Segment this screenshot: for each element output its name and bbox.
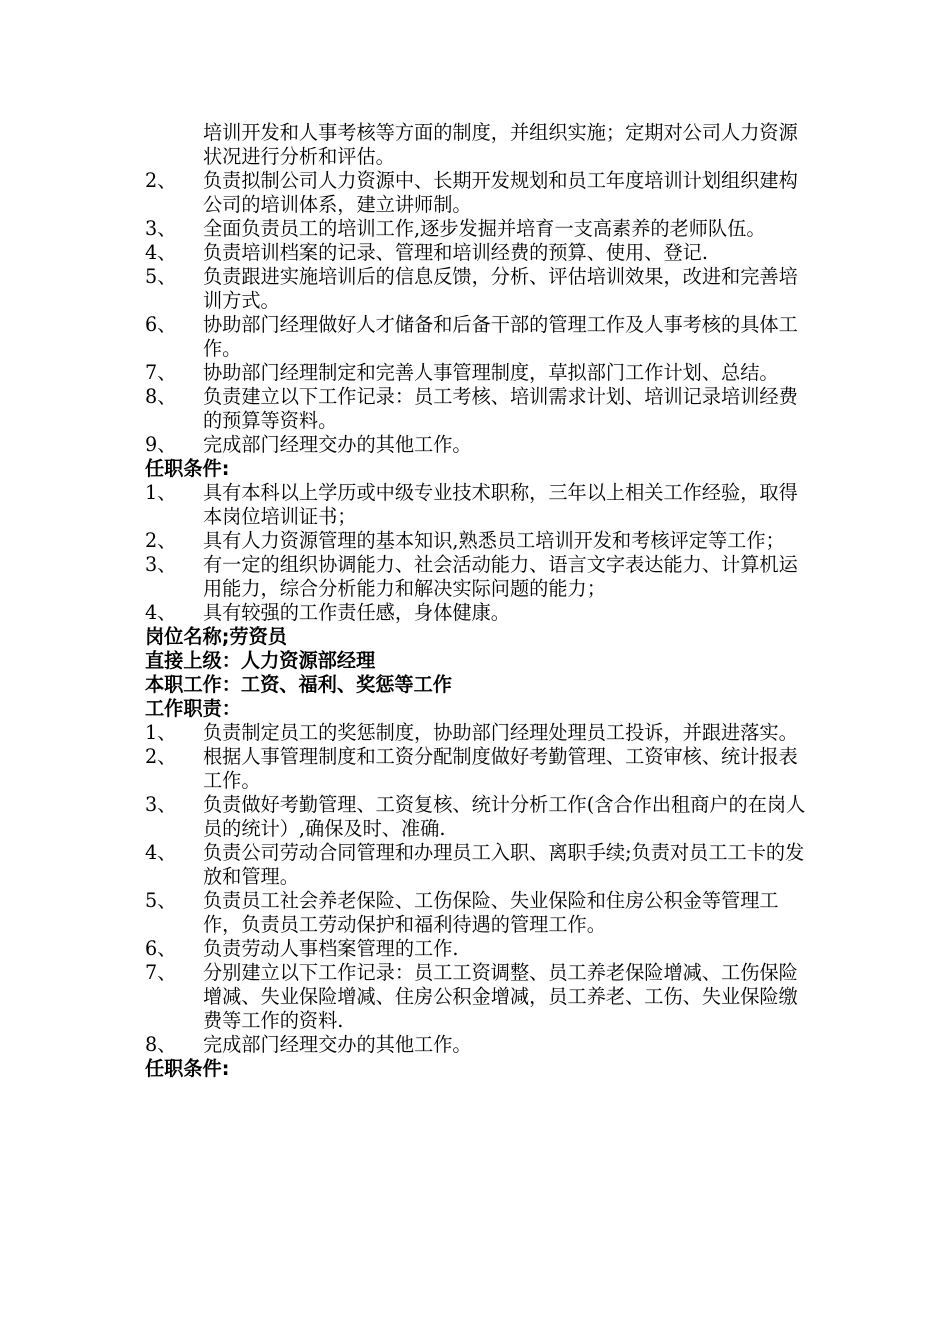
- list-item-number: 2、: [145, 745, 177, 768]
- list-item-number: 4、: [145, 841, 177, 864]
- list-item: [145, 1033, 815, 1057]
- list-item-number: 3、: [145, 553, 177, 576]
- list-item-text: 具有本科以上学历或中级专业技术职称，三年以上相关工作经验，取得本岗位培训证书；: [203, 481, 798, 528]
- list-item-number: 8、: [145, 385, 177, 408]
- list-item: [145, 745, 815, 793]
- list-item-number: 7、: [145, 961, 177, 984]
- list-item-number: 6、: [145, 937, 177, 960]
- list-item: [145, 385, 815, 433]
- list-item-number: 1、: [145, 481, 177, 504]
- list-item-text: 协助部门经理做好人才储备和后备干部的管理工作及人事考核的具体工作。: [203, 313, 798, 360]
- list-item-number: 2、: [145, 169, 177, 192]
- list-item-number: 8、: [145, 1033, 177, 1056]
- list-item: [145, 721, 815, 745]
- list-item-number: 2、: [145, 529, 177, 552]
- qualifications-list: [145, 481, 815, 625]
- responsibilities-list-part1: [145, 169, 815, 457]
- list-item-text: 负责做好考勤管理、工资复核、统计分析工作(含合作出租商户的在岗人员的统计）,确保及时、准确.: [203, 793, 806, 840]
- list-item: [145, 553, 815, 601]
- list-item-text: 负责培训档案的记录、管理和培训经费的预算、使用、登记.: [203, 241, 708, 264]
- duties-list: [145, 721, 815, 1057]
- main-work: 本职工作：工资、福利、奖惩等工作: [145, 673, 452, 696]
- list-item: [145, 361, 815, 385]
- list-item: [145, 481, 815, 529]
- list-item-number: 7、: [145, 361, 177, 384]
- list-item: [145, 961, 815, 1033]
- list-item: [145, 937, 815, 961]
- list-item-number: 1、: [145, 721, 177, 744]
- qualifications-heading-2: 任职条件:: [145, 1057, 230, 1080]
- list-item-text: 具有较强的工作责任感，身体健康。: [203, 601, 510, 624]
- list-item: [145, 217, 815, 241]
- list-item-text: 负责劳动人事档案管理的工作.: [203, 937, 459, 960]
- list-item-number: 9、: [145, 433, 177, 456]
- document-body: [145, 121, 815, 1081]
- list-item-text: 负责拟制公司人力资源中、长期开发规划和员工年度培训计划组织建构公司的培训体系，建立讲师制。: [203, 169, 798, 216]
- list-item-text: 全面负责员工的培训工作,逐步发掘并培育一支高素养的老师队伍。: [203, 217, 766, 240]
- qualifications-heading: 任职条件:: [145, 457, 230, 480]
- list-item-text: 负责制定员工的奖惩制度，协助部门经理处理员工投诉，并跟进落实。: [203, 721, 798, 744]
- post-name: 岗位名称;劳资员: [145, 625, 287, 648]
- list-item-text: 负责跟进实施培训后的信息反馈，分析、评估培训效果，改进和完善培训方式。: [203, 265, 798, 312]
- list-item-number: 5、: [145, 889, 177, 912]
- list-item: [145, 793, 815, 841]
- list-item-text: 负责公司劳动合同管理和办理员工入职、离职手续;负责对员工工卡的发放和管理。: [203, 841, 805, 888]
- list-item-number: 3、: [145, 793, 177, 816]
- continued-paragraph: 培训开发和人事考核等方面的制度，并组织实施；定期对公司人力资源状况进行分析和评估。: [203, 121, 798, 168]
- list-item-number: 5、: [145, 265, 177, 288]
- list-item: [145, 313, 815, 361]
- list-item-number: 4、: [145, 601, 177, 624]
- list-item-text: 完成部门经理交办的其他工作。: [203, 1033, 472, 1056]
- list-item: [145, 241, 815, 265]
- list-item-number: 6、: [145, 313, 177, 336]
- list-item: [145, 169, 815, 217]
- list-item-text: 负责建立以下工作记录：员工考核、培训需求计划、培训记录培训经费的预算等资料。: [203, 385, 798, 432]
- list-item-number: 4、: [145, 241, 177, 264]
- list-item-text: 完成部门经理交办的其他工作。: [203, 433, 472, 456]
- list-item: [145, 841, 815, 889]
- list-item-text: 负责员工社会养老保险、工伤保险、失业保险和住房公积金等管理工作，负责员工劳动保护和福利待遇的管理工作。: [203, 889, 779, 936]
- list-item: [145, 889, 815, 937]
- list-item-text: 有一定的组织协调能力、社会活动能力、语言文字表达能力、计算机运用能力，综合分析能力和解决实际问题的能力；: [203, 553, 798, 600]
- list-item-text: 协助部门经理制定和完善人事管理制度，草拟部门工作计划、总结。: [203, 361, 779, 384]
- list-item: [145, 433, 815, 457]
- list-item: [145, 601, 815, 625]
- list-item-text: 具有人力资源管理的基本知识,熟悉员工培训开发和考核评定等工作；: [203, 529, 785, 552]
- list-item: [145, 265, 815, 313]
- direct-superior: 直接上级：人力资源部经理: [145, 649, 376, 672]
- list-item-number: 3、: [145, 217, 177, 240]
- duties-heading: 工作职责：: [145, 697, 241, 720]
- list-item: [145, 529, 815, 553]
- list-item-text: 根据人事管理制度和工资分配制度做好考勤管理、工资审核、统计报表工作。: [203, 745, 798, 792]
- list-item-text: 分别建立以下工作记录：员工工资调整、员工养老保险增减、工伤保险增减、失业保险增减、住房公积金增减，员工养老、工伤、失业保险缴费等工作的资料.: [203, 961, 798, 1032]
